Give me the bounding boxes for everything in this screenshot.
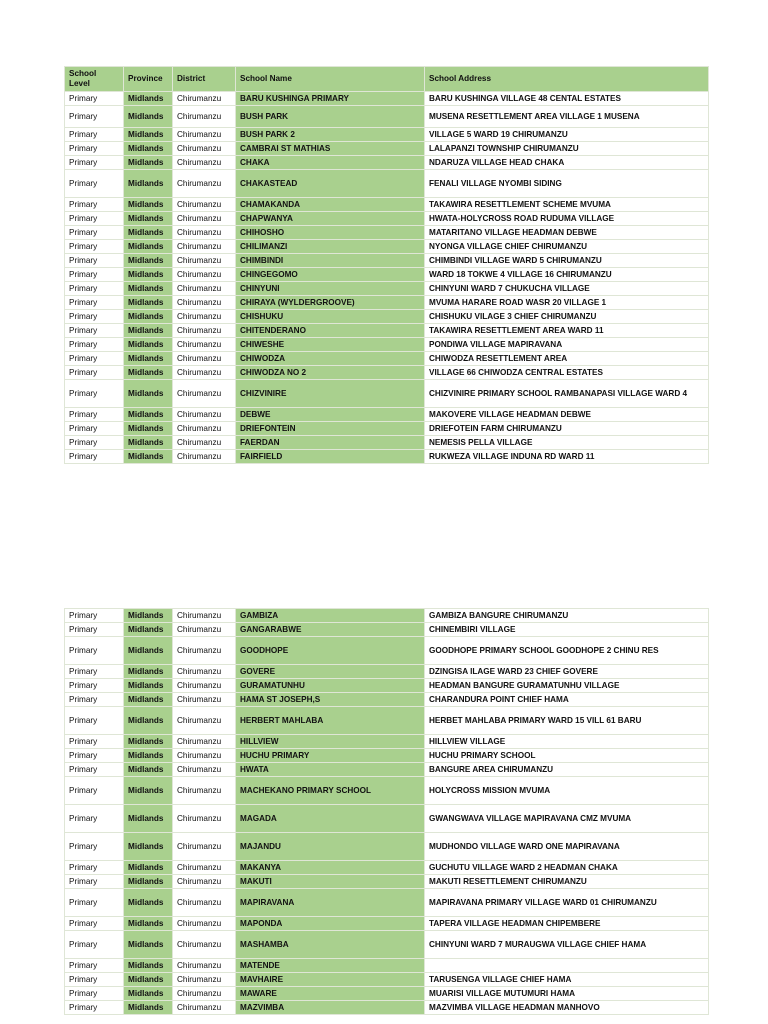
cell-school-level: Primary [65,156,124,170]
cell-school-address: MAPIRAVANA PRIMARY VILLAGE WARD 01 CHIRUMANZU [425,889,709,917]
cell-school-name: MAPIRAVANA [236,889,425,917]
cell-school-level: Primary [65,623,124,637]
cell-district: Chirumanzu [173,324,236,338]
cell-province: Midlands [124,268,173,282]
cell-school-name: BARU KUSHINGA PRIMARY [236,92,425,106]
cell-district: Chirumanzu [173,665,236,679]
cell-district: Chirumanzu [173,973,236,987]
cell-province: Midlands [124,931,173,959]
cell-province: Midlands [124,749,173,763]
cell-school-address: CHARANDURA POINT CHIEF HAMA [425,693,709,707]
cell-school-name: CHINYUNI [236,282,425,296]
cell-province: Midlands [124,282,173,296]
cell-school-address: MATARITANO VILLAGE HEADMAN DEBWE [425,226,709,240]
cell-district: Chirumanzu [173,296,236,310]
cell-school-name: CHAKASTEAD [236,170,425,198]
cell-school-address: TAKAWIRA RESETTLEMENT AREA WARD 11 [425,324,709,338]
cell-province: Midlands [124,777,173,805]
cell-school-address: CHIZVINIRE PRIMARY SCHOOL RAMBANAPASI VILLAGE WARD 4 [425,380,709,408]
cell-province: Midlands [124,366,173,380]
cell-school-name: HERBERT MAHLABA [236,707,425,735]
cell-district: Chirumanzu [173,352,236,366]
cell-school-name: CHIWESHE [236,338,425,352]
cell-school-address: NYONGA VILLAGE CHIEF CHIRUMANZU [425,240,709,254]
cell-school-name: HUCHU PRIMARY [236,749,425,763]
cell-school-level: Primary [65,917,124,931]
table-row [65,142,709,156]
cell-province: Midlands [124,338,173,352]
cell-school-name: MATENDE [236,959,425,973]
cell-school-address: BARU KUSHINGA VILLAGE 48 CENTAL ESTATES [425,92,709,106]
table-row [65,987,709,1001]
cell-district: Chirumanzu [173,198,236,212]
cell-school-name: GAMBIZA [236,609,425,623]
cell-district: Chirumanzu [173,623,236,637]
table-row [65,1001,709,1015]
cell-district: Chirumanzu [173,450,236,464]
cell-school-address: MAKUTI RESETTLEMENT CHIRUMANZU [425,875,709,889]
cell-province: Midlands [124,609,173,623]
cell-province: Midlands [124,833,173,861]
table-row [65,212,709,226]
cell-school-level: Primary [65,106,124,128]
cell-school-address: VILLAGE 66 CHIWODZA CENTRAL ESTATES [425,366,709,380]
table-row [65,665,709,679]
cell-district: Chirumanzu [173,763,236,777]
cell-school-address: HERBET MAHLABA PRIMARY WARD 15 VILL 61 BARU [425,707,709,735]
cell-district: Chirumanzu [173,861,236,875]
cell-school-level: Primary [65,198,124,212]
cell-province: Midlands [124,296,173,310]
cell-school-name: CHIMBINDI [236,254,425,268]
cell-province: Midlands [124,763,173,777]
cell-school-address: FENALI VILLAGE NYOMBI SIDING [425,170,709,198]
cell-school-level: Primary [65,693,124,707]
cell-school-name: CHAPWANYA [236,212,425,226]
cell-school-name: MAKANYA [236,861,425,875]
table-row [65,366,709,380]
cell-school-level: Primary [65,128,124,142]
table-row [65,450,709,464]
cell-school-level: Primary [65,875,124,889]
table-row [65,889,709,917]
cell-school-name: HAMA ST JOSEPH,S [236,693,425,707]
cell-province: Midlands [124,92,173,106]
cell-province: Midlands [124,170,173,198]
table-row [65,875,709,889]
cell-school-name: MAWARE [236,987,425,1001]
table-row [65,436,709,450]
cell-school-address [425,959,709,973]
cell-school-name: MAPONDA [236,917,425,931]
cell-school-address: RUKWEZA VILLAGE INDUNA RD WARD 11 [425,450,709,464]
cell-school-address: MVUMA HARARE ROAD WASR 20 VILLAGE 1 [425,296,709,310]
cell-province: Midlands [124,380,173,408]
table-row [65,282,709,296]
cell-school-name: MASHAMBA [236,931,425,959]
header-school-address: School Address [425,67,709,92]
cell-district: Chirumanzu [173,156,236,170]
table-row [65,623,709,637]
cell-school-address: GOODHOPE PRIMARY SCHOOL GOODHOPE 2 CHINU RES [425,637,709,665]
cell-district: Chirumanzu [173,777,236,805]
cell-school-address: MUSENA RESETTLEMENT AREA VILLAGE 1 MUSENA [425,106,709,128]
header-school-level: School Level [65,67,124,92]
table-row [65,240,709,254]
header-school-name: School Name [236,67,425,92]
cell-province: Midlands [124,987,173,1001]
cell-province: Midlands [124,142,173,156]
cell-district: Chirumanzu [173,987,236,1001]
cell-province: Midlands [124,889,173,917]
cell-school-level: Primary [65,408,124,422]
cell-school-address: CHINYUNI WARD 7 CHUKUCHA VILLAGE [425,282,709,296]
cell-district: Chirumanzu [173,128,236,142]
cell-school-level: Primary [65,142,124,156]
cell-school-name: FAERDAN [236,436,425,450]
cell-school-level: Primary [65,366,124,380]
cell-school-level: Primary [65,240,124,254]
cell-district: Chirumanzu [173,875,236,889]
cell-school-level: Primary [65,707,124,735]
cell-school-address: WARD 18 TOKWE 4 VILLAGE 16 CHIRUMANZU [425,268,709,282]
cell-province: Midlands [124,240,173,254]
table-row [65,833,709,861]
cell-school-level: Primary [65,987,124,1001]
header-row [65,67,709,92]
cell-school-name: CHIWODZA NO 2 [236,366,425,380]
cell-province: Midlands [124,735,173,749]
cell-school-address: TAPERA VILLAGE HEADMAN CHIPEMBERE [425,917,709,931]
cell-school-address: NEMESIS PELLA VILLAGE [425,436,709,450]
cell-district: Chirumanzu [173,106,236,128]
cell-district: Chirumanzu [173,833,236,861]
cell-school-level: Primary [65,749,124,763]
cell-province: Midlands [124,875,173,889]
cell-school-address: DZINGISA ILAGE WARD 23 CHIEF GOVERE [425,665,709,679]
cell-school-address: CHINYUNI WARD 7 MURAUGWA VILLAGE CHIEF HAMA [425,931,709,959]
table-row [65,917,709,931]
cell-school-address: CHINEMBIRI VILLAGE [425,623,709,637]
cell-district: Chirumanzu [173,436,236,450]
cell-school-level: Primary [65,777,124,805]
cell-province: Midlands [124,623,173,637]
cell-school-name: MACHEKANO PRIMARY SCHOOL [236,777,425,805]
cell-province: Midlands [124,707,173,735]
cell-school-level: Primary [65,931,124,959]
table-row [65,296,709,310]
cell-school-address: VILLAGE 5 WARD 19 CHIRUMANZU [425,128,709,142]
cell-district: Chirumanzu [173,693,236,707]
cell-school-level: Primary [65,226,124,240]
header-district: District [173,67,236,92]
cell-school-address: TARUSENGA VILLAGE CHIEF HAMA [425,973,709,987]
cell-school-level: Primary [65,92,124,106]
table-row [65,749,709,763]
cell-school-address: PONDIWA VILLAGE MAPIRAVANA [425,338,709,352]
cell-school-name: HWATA [236,763,425,777]
cell-province: Midlands [124,352,173,366]
cell-school-address: GAMBIZA BANGURE CHIRUMANZU [425,609,709,623]
cell-district: Chirumanzu [173,170,236,198]
cell-province: Midlands [124,310,173,324]
table-row [65,380,709,408]
cell-school-address: DRIEFOTEIN FARM CHIRUMANZU [425,422,709,436]
cell-school-name: CHAMAKANDA [236,198,425,212]
cell-province: Midlands [124,212,173,226]
cell-school-name: CHINGEGOMO [236,268,425,282]
cell-district: Chirumanzu [173,226,236,240]
cell-school-name: CHITENDERANO [236,324,425,338]
cell-school-name: CHIWODZA [236,352,425,366]
table-row [65,226,709,240]
cell-school-level: Primary [65,338,124,352]
cell-school-level: Primary [65,763,124,777]
cell-school-name: CHIHOSHO [236,226,425,240]
schools-table-1 [64,66,709,464]
cell-province: Midlands [124,436,173,450]
cell-district: Chirumanzu [173,254,236,268]
table-row [65,679,709,693]
cell-school-level: Primary [65,973,124,987]
cell-school-level: Primary [65,422,124,436]
cell-district: Chirumanzu [173,959,236,973]
cell-district: Chirumanzu [173,92,236,106]
cell-school-level: Primary [65,268,124,282]
cell-district: Chirumanzu [173,142,236,156]
table-row [65,422,709,436]
cell-school-level: Primary [65,170,124,198]
cell-district: Chirumanzu [173,749,236,763]
cell-school-level: Primary [65,212,124,226]
cell-school-level: Primary [65,296,124,310]
table-row [65,637,709,665]
cell-school-address: BANGURE AREA CHIRUMANZU [425,763,709,777]
cell-province: Midlands [124,106,173,128]
cell-school-name: MAVHAIRE [236,973,425,987]
cell-district: Chirumanzu [173,366,236,380]
cell-district: Chirumanzu [173,282,236,296]
cell-school-name: GANGARABWE [236,623,425,637]
cell-school-name: MAZVIMBA [236,1001,425,1015]
table-row [65,609,709,623]
cell-school-name: MAKUTI [236,875,425,889]
cell-school-level: Primary [65,679,124,693]
table-row [65,198,709,212]
cell-school-name: CHISHUKU [236,310,425,324]
cell-school-name: DRIEFONTEIN [236,422,425,436]
schools-table-2 [64,608,709,1015]
cell-district: Chirumanzu [173,637,236,665]
table-row [65,338,709,352]
cell-school-name: CHIZVINIRE [236,380,425,408]
cell-school-name: MAGADA [236,805,425,833]
cell-school-level: Primary [65,665,124,679]
cell-school-address: MUARISI VILLAGE MUTUMURI HAMA [425,987,709,1001]
cell-school-level: Primary [65,352,124,366]
table-row [65,156,709,170]
table-row [65,352,709,366]
cell-district: Chirumanzu [173,735,236,749]
cell-school-address: HILLVIEW VILLAGE [425,735,709,749]
cell-province: Midlands [124,324,173,338]
table-row [65,92,709,106]
cell-district: Chirumanzu [173,408,236,422]
cell-province: Midlands [124,128,173,142]
cell-school-level: Primary [65,609,124,623]
cell-province: Midlands [124,254,173,268]
table-row [65,268,709,282]
cell-school-level: Primary [65,833,124,861]
cell-province: Midlands [124,156,173,170]
table-row [65,707,709,735]
cell-school-level: Primary [65,1001,124,1015]
cell-school-name: BUSH PARK 2 [236,128,425,142]
cell-district: Chirumanzu [173,1001,236,1015]
table-row [65,959,709,973]
cell-district: Chirumanzu [173,917,236,931]
cell-district: Chirumanzu [173,338,236,352]
header-province: Province [124,67,173,92]
cell-school-address: MUDHONDO VILLAGE WARD ONE MAPIRAVANA [425,833,709,861]
cell-school-name: HILLVIEW [236,735,425,749]
cell-school-level: Primary [65,324,124,338]
cell-school-level: Primary [65,889,124,917]
cell-school-name: MAJANDU [236,833,425,861]
cell-district: Chirumanzu [173,380,236,408]
cell-school-level: Primary [65,310,124,324]
cell-school-name: CHILIMANZI [236,240,425,254]
cell-district: Chirumanzu [173,805,236,833]
cell-school-level: Primary [65,735,124,749]
cell-province: Midlands [124,959,173,973]
cell-district: Chirumanzu [173,609,236,623]
cell-province: Midlands [124,693,173,707]
cell-province: Midlands [124,665,173,679]
cell-district: Chirumanzu [173,931,236,959]
cell-school-address: HEADMAN BANGURE GURAMATUNHU VILLAGE [425,679,709,693]
cell-school-level: Primary [65,959,124,973]
cell-district: Chirumanzu [173,679,236,693]
cell-school-level: Primary [65,450,124,464]
cell-district: Chirumanzu [173,212,236,226]
cell-province: Midlands [124,861,173,875]
cell-school-name: GOVERE [236,665,425,679]
cell-district: Chirumanzu [173,422,236,436]
table-row [65,106,709,128]
cell-school-name: GURAMATUNHU [236,679,425,693]
cell-school-level: Primary [65,805,124,833]
table-row [65,805,709,833]
cell-school-name: BUSH PARK [236,106,425,128]
table-row [65,693,709,707]
cell-province: Midlands [124,973,173,987]
cell-school-address: HUCHU PRIMARY SCHOOL [425,749,709,763]
cell-school-address: HOLYCROSS MISSION MVUMA [425,777,709,805]
cell-school-name: CHIRAYA (WYLDERGROOVE) [236,296,425,310]
cell-province: Midlands [124,805,173,833]
cell-school-level: Primary [65,254,124,268]
cell-school-address: MAZVIMBA VILLAGE HEADMAN MANHOVO [425,1001,709,1015]
cell-province: Midlands [124,198,173,212]
cell-school-name: FAIRFIELD [236,450,425,464]
cell-province: Midlands [124,917,173,931]
cell-province: Midlands [124,226,173,240]
cell-school-address: GWANGWAVA VILLAGE MAPIRAVANA CMZ MVUMA [425,805,709,833]
cell-province: Midlands [124,408,173,422]
table-row [65,170,709,198]
cell-province: Midlands [124,422,173,436]
table-row [65,931,709,959]
cell-school-address: HWATA-HOLYCROSS ROAD RUDUMA VILLAGE [425,212,709,226]
cell-school-address: GUCHUTU VILLAGE WARD 2 HEADMAN CHAKA [425,861,709,875]
table-row [65,128,709,142]
cell-school-level: Primary [65,282,124,296]
cell-school-address: MAKOVERE VILLAGE HEADMAN DEBWE [425,408,709,422]
table-row [65,310,709,324]
cell-school-level: Primary [65,861,124,875]
cell-school-address: CHISHUKU VILAGE 3 CHIEF CHIRUMANZU [425,310,709,324]
cell-school-level: Primary [65,436,124,450]
cell-school-level: Primary [65,637,124,665]
cell-province: Midlands [124,679,173,693]
cell-school-address: NDARUZA VILLAGE HEAD CHAKA [425,156,709,170]
cell-school-address: TAKAWIRA RESETTLEMENT SCHEME MVUMA [425,198,709,212]
cell-district: Chirumanzu [173,707,236,735]
cell-district: Chirumanzu [173,268,236,282]
cell-province: Midlands [124,450,173,464]
table-row [65,861,709,875]
table-row [65,408,709,422]
table-row [65,735,709,749]
cell-school-name: GOODHOPE [236,637,425,665]
table-row [65,763,709,777]
table-row [65,324,709,338]
cell-school-name: DEBWE [236,408,425,422]
cell-province: Midlands [124,1001,173,1015]
cell-school-address: LALAPANZI TOWNSHIP CHIRUMANZU [425,142,709,156]
cell-school-address: CHIMBINDI VILLAGE WARD 5 CHIRUMANZU [425,254,709,268]
table-row [65,973,709,987]
cell-school-level: Primary [65,380,124,408]
cell-school-name: CAMBRAI ST MATHIAS [236,142,425,156]
cell-province: Midlands [124,637,173,665]
cell-district: Chirumanzu [173,310,236,324]
cell-school-address: CHIWODZA RESETTLEMENT AREA [425,352,709,366]
table-row [65,777,709,805]
cell-school-name: CHAKA [236,156,425,170]
table-row [65,254,709,268]
cell-district: Chirumanzu [173,889,236,917]
cell-district: Chirumanzu [173,240,236,254]
